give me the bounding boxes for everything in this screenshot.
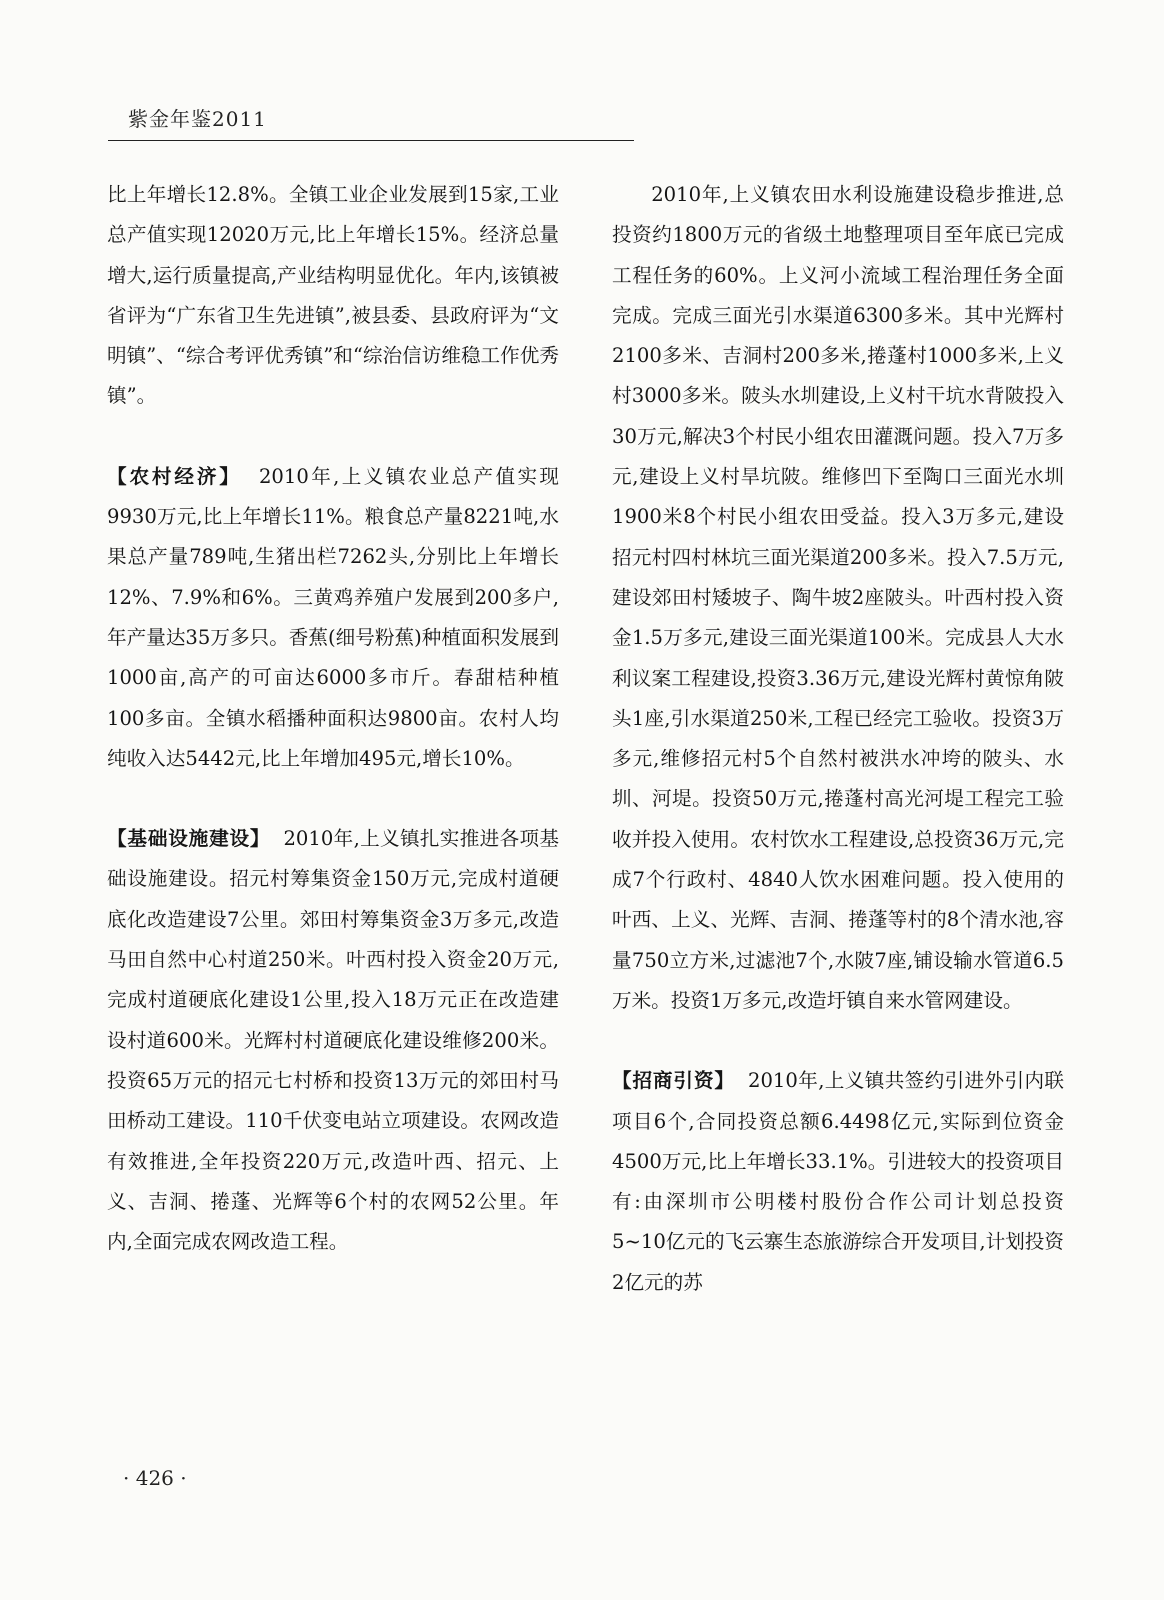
paragraph-gap — [107, 417, 559, 457]
left-column — [107, 175, 559, 1262]
section-text-investment: 2010年,上义镇共签约引进外引内联项目6个,合同投资总额6.4498亿元,实际到位资金4500万元,比上年增长33.1%。引进较大的投资项目有:由深圳市公明楼村股份合作公司计划总投资5~10亿元的飞云寨生态旅游综合开发项目,计划投资2亿元的苏 — [612, 1069, 1065, 1294]
section-heading-investment: 【招商引资】 — [612, 1069, 735, 1093]
paragraph-water-conservancy: 2010年,上义镇农田水利设施建设稳步推进,总投资约1800万元的省级土地整理项目至年底已完成工程任务的60%。上义河小流域工程治理任务全面完成。完成三面光引水渠道6300多米。其中光辉村2100多米、吉洞村200多米,捲蓬村1000多米,上义村3000多米。陂头水圳建设,上义村干坑水背陂投入30万元,解决3个村民小组农田灌溉问题。投入7万多元,建设上义村旱坑陂。维修凹下至陶口三面光水圳1900米8个村民小组农田受益。投入3万多元,建设招元村四村林坑三面光渠道200多米。投入7.5万元,建设郊田村矮坡子、陶牛坡2座陂头。叶西村投入资金1.5万多元,建设三面光渠道100米。完成县人大水利议案工程建设,投资3.36万元,建设光辉村黄惊角陂头1座,引水渠道250米,工程已经完工验收。投资3万多元,维修招元村5个自然村被洪水冲垮的陂头、水圳、河堤。投资50万元,捲蓬村高光河堤工程完工验收并投入使用。农村饮水工程建设,总投资36万元,完成7个行政村、4840人饮水困难问题。投入使用的叶西、上义、光辉、吉洞、捲蓬等村的8个清水池,容量750立方米,过滤池7个,水陂7座,铺设输水管道6.5万米。投资1万多元,改造圩镇自来水管网建设。 — [612, 183, 1064, 1012]
section-heading-rural-economy: 【农村经济】 — [107, 464, 242, 488]
section-heading-infrastructure: 【基础设施建设】 — [107, 827, 271, 851]
paragraph-continuation: 比上年增长12.8%。全镇工业企业发展到15家,工业总产值实现12020万元,比上年增长15%。经济总量增大,运行质量提高,产业结构明显优化。年内,该镇被省评为“广东省卫生先进镇”,被县委、县政府评为“文明镇”、“综合考评优秀镇”和“综治信访维稳工作优秀镇”。 — [107, 183, 559, 408]
paragraph-gap — [107, 779, 559, 819]
section-text-rural-economy: 2010年,上义镇农业总产值实现9930万元,比上年增长11%。粮食总产量8221吨,水果总产量789吨,生猪出栏7262头,分别比上年增长12%、7.9%和6%。三黄鸡养殖户发展到200多户,年产量达35万多只。香蕉(细号粉蕉)种植面积发展到1000亩,高产的可亩达6000多市斤。春甜桔种植100多亩。全镇水稻播种面积达9800亩。农村人均纯收入达5442元,比上年增加495元,增长10%。 — [107, 464, 559, 770]
paragraph-gap — [612, 1021, 1064, 1061]
running-header: 紫金年鉴2011 — [128, 107, 267, 131]
section-text-infrastructure: 2010年,上义镇扎实推进各项基础设施建设。招元村筹集资金150万元,完成村道硬底化改造建设7公里。郊田村筹集资金3万多元,改造马田自然中心村道250米。叶西村投入资金20万元,完成村道硬底化建设1公里,投入18万元正在改造建设村道600米。光辉村村道硬底化建设维修200米。投资65万元的招元七村桥和投资13万元的郊田村马田桥动工建设。110千伏变电站立项建设。农网改造有效推进,全年投资220万元,改造叶西、招元、上义、吉洞、捲蓬、光辉等6个村的农网52公里。年内,全面完成农网改造工程。 — [107, 827, 559, 1254]
section-infrastructure — [107, 819, 559, 1262]
right-column — [612, 175, 1064, 1303]
section-rural-economy — [107, 457, 559, 779]
page-number: · 426 · — [123, 1466, 187, 1490]
section-investment — [612, 1061, 1064, 1303]
header-rule — [108, 140, 634, 141]
